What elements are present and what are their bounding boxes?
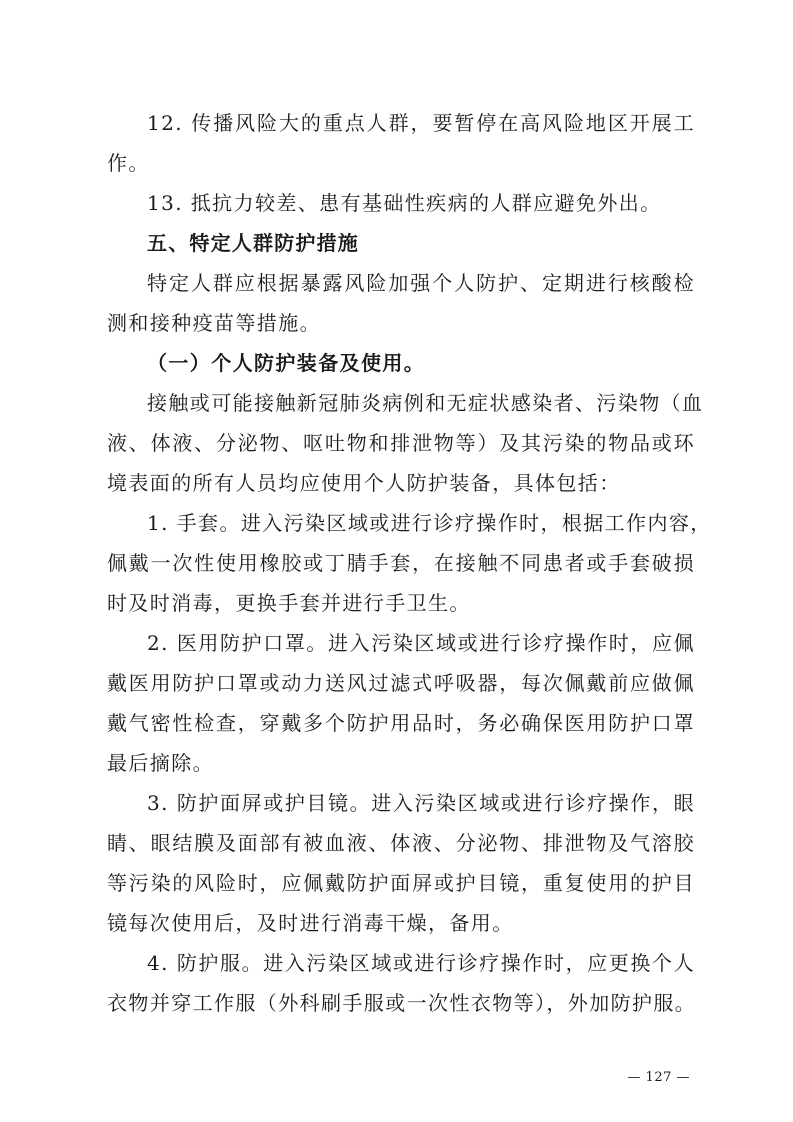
paragraph-line: 特定人群应根据暴露风险加强个人防护、定期进行核酸检 bbox=[147, 271, 695, 295]
paragraph-line: 衣物并穿工作服（外科刷手服或一次性衣物等），外加防护服。 bbox=[107, 991, 697, 1015]
paragraph-line: 镜每次使用后，及时进行消毒干燥，备用。 bbox=[107, 911, 514, 935]
paragraph-line: 佩戴一次性使用橡胶或丁腈手套，在接触不同患者或手套破损 bbox=[107, 551, 695, 575]
paragraph-line: 时及时消毒，更换手套并进行手卫生。 bbox=[107, 591, 471, 615]
subsection-heading: （一）个人防护装备及使用。 bbox=[147, 351, 426, 375]
paragraph-line: 睛、眼结膜及面部有被血液、体液、分泌物、排泄物及气溶胶 bbox=[107, 831, 695, 855]
paragraph-line: 戴医用防护口罩或动力送风过滤式呼吸器，每次佩戴前应做佩 bbox=[107, 671, 695, 695]
page-number: — 127 — bbox=[627, 1070, 690, 1085]
paragraph-line: 3. 防护面屏或护目镜。进入污染区域或进行诊疗操作，眼 bbox=[147, 791, 695, 815]
paragraph-line: 戴气密性检查，穿戴多个防护用品时，务必确保医用防护口罩 bbox=[107, 711, 695, 735]
paragraph-line: 作。 bbox=[107, 151, 150, 175]
paragraph-line: 2. 医用防护口罩。进入污染区域或进行诊疗操作时，应佩 bbox=[147, 631, 695, 655]
paragraph-line: 12. 传播风险大的重点人群，要暂停在高风险地区开展工 bbox=[147, 111, 695, 135]
paragraph-line: 接触或可能接触新冠肺炎病例和无症状感染者、污染物（血 bbox=[147, 391, 704, 415]
paragraph-line: 1. 手套。进入污染区域或进行诊疗操作时，根据工作内容， bbox=[147, 511, 712, 535]
paragraph-line: 13. 抵抗力较差、患有基础性疾病的人群应避免外出。 bbox=[147, 191, 662, 215]
paragraph-line: 最后摘除。 bbox=[107, 751, 214, 775]
paragraph-line: 境表面的所有人员均应使用个人防护装备，具体包括： bbox=[107, 471, 621, 495]
paragraph-line: 液、体液、分泌物、呕吐物和排泄物等）及其污染的物品或环 bbox=[107, 431, 695, 455]
paragraph-line: 等污染的风险时，应佩戴防护面屏或护目镜，重复使用的护目 bbox=[107, 871, 695, 895]
paragraph-line: 4. 防护服。进入污染区域或进行诊疗操作时，应更换个人 bbox=[147, 951, 695, 975]
paragraph-line: 测和接种疫苗等措施。 bbox=[107, 311, 321, 335]
section-heading: 五、特定人群防护措施 bbox=[147, 231, 359, 255]
